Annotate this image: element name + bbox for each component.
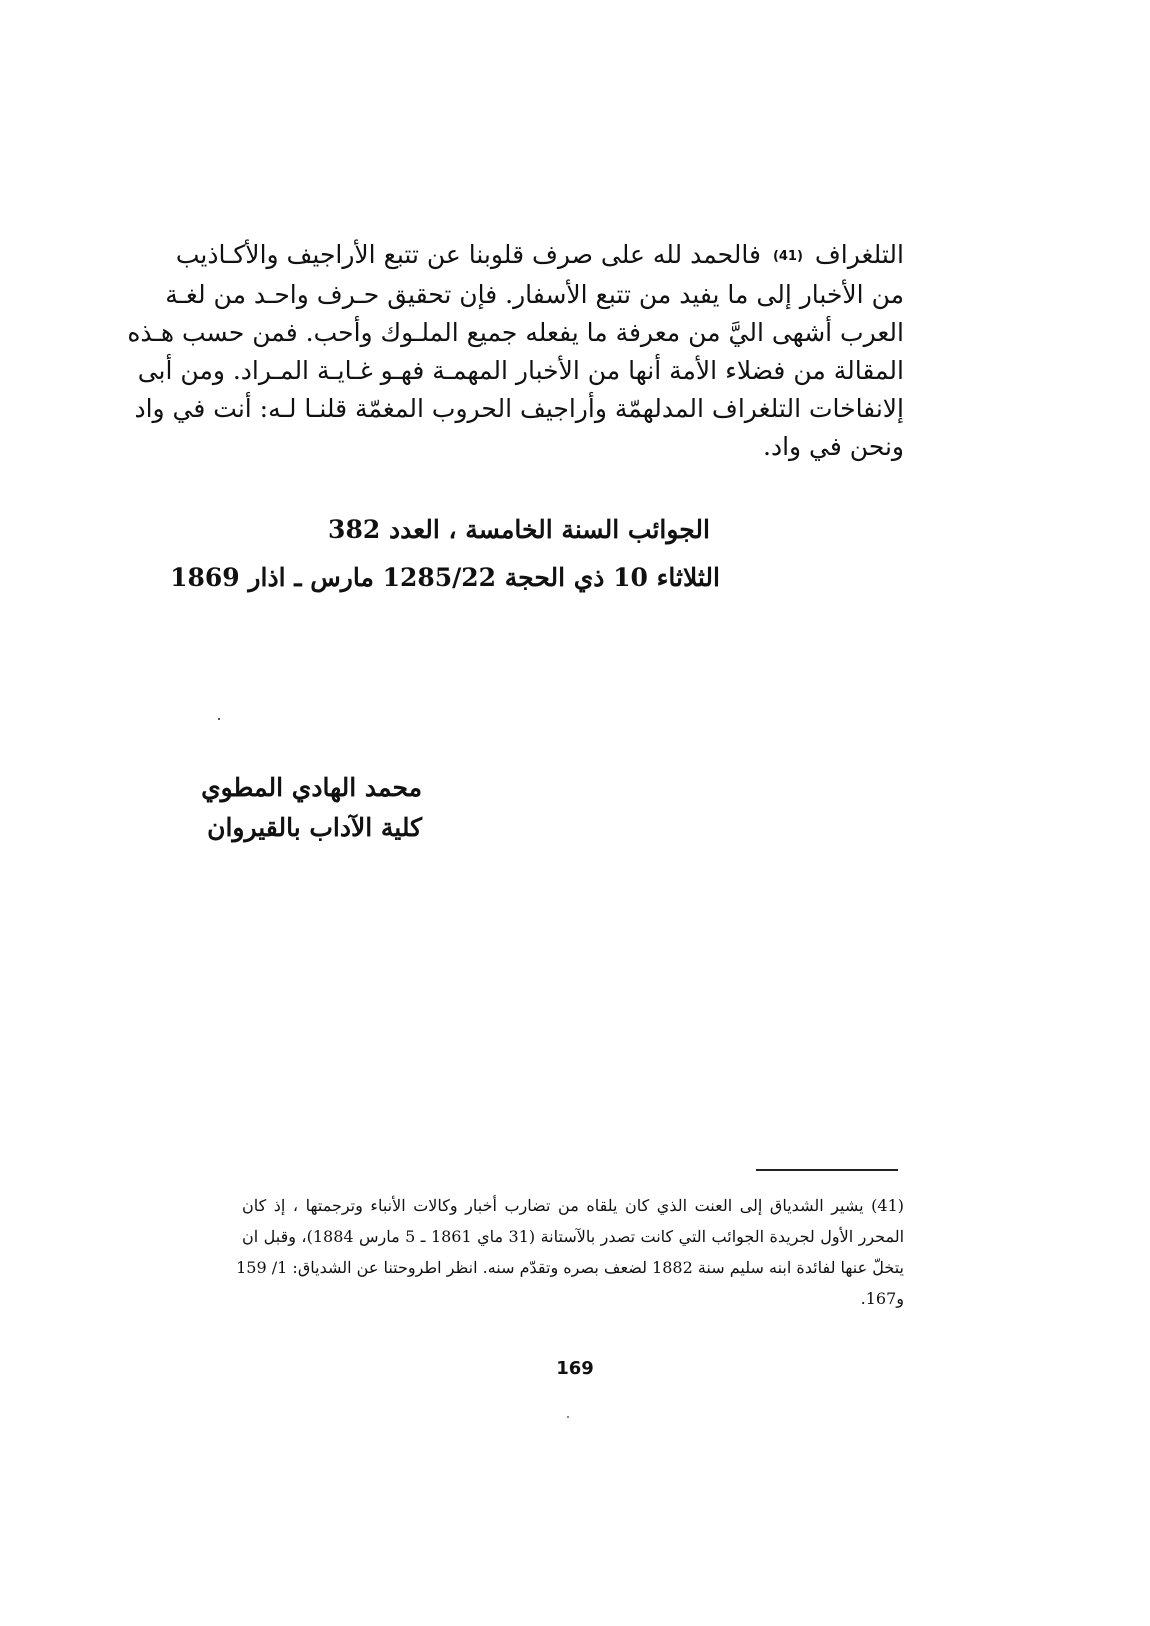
footnote-line: (41) يشير الشدياق إلى العنت الذي كان يلقاه من تضارب أخبار وكالات الأنباء وترجمتها ، إذ كان	[242, 1196, 904, 1215]
source-date: الثلاثاء 10 ذي الحجة 1285/22 مارس ـ اذار 1869	[170, 563, 720, 592]
body-line	[175, 236, 904, 276]
body-line: ونحن في واد.	[763, 432, 904, 461]
body-line: العرب أشهى اليَّ من معرفة ما يفعله جميع الملـوك وأحب. فمن حسب هـذه	[127, 318, 904, 347]
page-number: 169	[556, 1358, 594, 1379]
body-paragraph	[127, 236, 904, 466]
body-line: المقالة من فضلاء الأمة أنها من الأخبار المهمـة فهـو غـايـة المـراد. ومن أبى	[137, 356, 904, 385]
scan-speck	[218, 718, 220, 720]
scan-speck	[567, 1416, 569, 1418]
source-citation	[170, 506, 720, 602]
footnote-line: و167.	[860, 1289, 904, 1308]
footnote-reference: (41)	[772, 249, 803, 264]
source-issue: الجوائب السنة الخامسة ، العدد 382	[328, 515, 710, 544]
author-affiliation: كلية الآداب بالقيروان	[207, 813, 422, 842]
footnotes	[236, 1190, 905, 1314]
body-line-text: فالحمد لله على صرف قلوبنا عن تتبع الأراجيف والأكـاذيب	[175, 240, 761, 269]
body-line-text: التلغراف	[814, 240, 904, 269]
footnote-line: يتخلّ عنها لفائدة ابنه سليم سنة 1882 لضعف بصره وتقدّم سنه. انظر اطروحتنا عن الشدياق: 1/ 159	[236, 1258, 904, 1277]
body-line: إلانفاخات التلغراف المدلهمّة وأراجيف الحروب المغمّة قلنـا لـه: أنت في واد	[134, 394, 904, 423]
author-signature	[150, 768, 422, 848]
footnote-divider	[756, 1169, 898, 1171]
footnote-line: المحرر الأول لجريدة الجوائب التي كانت تصدر بالآستانة (31 ماي 1861 ـ 5 مارس 1884)، وقبل ان	[242, 1227, 905, 1246]
author-name: محمد الهادي المطوي	[201, 773, 422, 802]
body-line: من الأخبار إلى ما يفيد من تتبع الأسفار. فإن تحقيق حـرف واحـد من لغـة	[165, 280, 904, 309]
